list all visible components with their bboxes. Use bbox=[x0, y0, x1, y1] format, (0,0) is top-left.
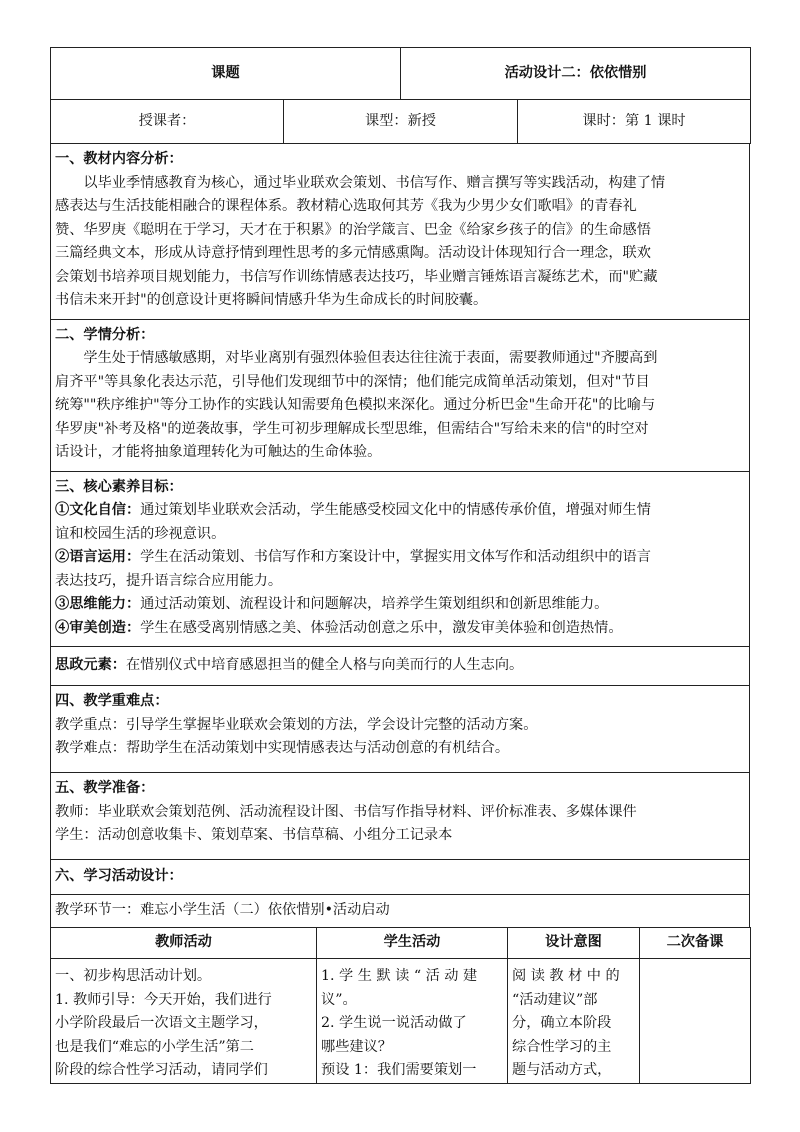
goal-item bbox=[55, 546, 745, 570]
design-intent-line: “活动建议”部 bbox=[512, 991, 598, 1008]
students-line: 肩齐平"等具象化表达示范，引导他们发现细节中的深情；他们能完成简单活动策划，但对"节目 bbox=[55, 373, 650, 390]
topic-value: 活动设计二：依依惜别 bbox=[401, 48, 751, 100]
preparation-teacher: 教师：毕业联欢会策划范例、活动流程设计图、书信写作指导材料、评价标准表、多媒体课件 bbox=[55, 803, 637, 820]
col-student-activity: 学生活动 bbox=[317, 928, 508, 959]
lesson-duration: 课时：第 1 课时 bbox=[518, 100, 751, 144]
meta-table bbox=[50, 99, 751, 144]
goal-text: 表达技巧，提升语言综合应用能力。 bbox=[55, 572, 283, 589]
goals-title: 三、核心素养目标： bbox=[55, 478, 183, 495]
goal-label: ④审美创造： bbox=[55, 619, 141, 636]
goal-text: 学生在感受离别情感之美、体验活动创意之乐中，激发审美体验和创造热情。 bbox=[140, 619, 623, 636]
design-intent-line: 题与活动方式， bbox=[512, 1062, 612, 1078]
ideology-section bbox=[51, 647, 750, 686]
teacher-activity-line: 阶段的综合性学习活动，请同学们 bbox=[55, 1062, 268, 1078]
analysis-line: 以毕业季情感教育为核心，通过毕业联欢会策划、书信写作、赠言撰写等实践活动，构建了情 bbox=[83, 174, 666, 191]
activity-table bbox=[50, 927, 751, 1084]
design-intent-line: 阅 读 教 材 中 的 bbox=[512, 968, 620, 984]
analysis-line: 三篇经典文本，形成从诗意抒情到理性思考的多元情感熏陶。活动设计体现知行合一理念，联欢 bbox=[55, 245, 651, 261]
student-activity-line: 1. 学 生 默 读 “ 活 动 建 bbox=[321, 968, 478, 984]
lesson-type: 课型：新授 bbox=[284, 100, 518, 144]
activity-title: 六、学习活动设计： bbox=[55, 868, 183, 885]
teacher-activity-line: 也是我们“难忘的小学生活”第二 bbox=[55, 1038, 254, 1055]
analysis-line: 赞、华罗庚《聪明在于学习，天才在于积累》的治学箴言、巴金《给家乡孩子的信》的生命感悟 bbox=[55, 221, 651, 238]
students-line: 话设计，才能将抽象道理转化为可触达的生命体验。 bbox=[55, 444, 382, 460]
goal-label: ①文化自信： bbox=[55, 502, 141, 518]
design-intent-line: 综合性学习的主 bbox=[512, 1038, 612, 1055]
key-difficulty: 教学难点：帮助学生在活动策划中实现情感表达与活动创意的有机结合。 bbox=[55, 740, 510, 756]
goal-text: 谊和校园生活的珍视意识。 bbox=[55, 525, 226, 542]
analysis-line: 会策划书培养项目规划能力，书信写作训练情感表达技巧，毕业赠言锤炼语言凝练艺术，而"贮藏 bbox=[55, 268, 658, 285]
student-activity-line: 议”。 bbox=[321, 991, 357, 1008]
goal-item bbox=[55, 593, 745, 617]
col-design-intent: 设计意图 bbox=[508, 928, 640, 959]
goal-text: 通过策划毕业联欢会活动，学生能感受校园文化中的情感传承价值，增强对师生情 bbox=[140, 502, 651, 518]
activity-step-row bbox=[51, 895, 750, 928]
goal-text: 学生在活动策划、书信写作和方案设计中，掌握实用文体写作和活动组织中的语言 bbox=[140, 549, 651, 565]
activity-step: 教学环节一：难忘小学生活（二）依依惜别•活动启动 bbox=[55, 902, 390, 919]
students-section bbox=[51, 319, 750, 471]
student-activity-line: 预设 1：我们需要策划一 bbox=[321, 1062, 477, 1078]
students-line: 统筹""秩序维护"等分工协作的实践认知需要角色模拟来深化。通过分析巴金"生命开花"的比喻与 bbox=[55, 397, 656, 413]
col-second-prep: 二次备课 bbox=[640, 928, 751, 959]
key-points-section bbox=[51, 686, 750, 773]
preparation-section bbox=[51, 773, 750, 860]
key-focus: 教学重点：引导学生掌握毕业联欢会策划的方法，学会设计完整的活动方案。 bbox=[55, 716, 538, 733]
teacher-activity-line: 小学阶段最后一次语文主题学习， bbox=[55, 1015, 268, 1031]
teacher-label: 授课者： bbox=[51, 100, 284, 144]
teacher-activity-cell bbox=[51, 959, 317, 1084]
goal-label: ③思维能力： bbox=[55, 596, 141, 612]
students-line: 华罗庚"补考及格"的逆袭故事，学生可初步理解成长型思维，但需结合"写给未来的信"的时空对 bbox=[55, 420, 649, 437]
analysis-title: 一、教材内容分析： bbox=[55, 151, 183, 167]
col-teacher-activity: 教师活动 bbox=[51, 928, 317, 959]
teacher-activity-line: 一、初步构思活动计划。 bbox=[55, 968, 212, 984]
lesson-plan-document bbox=[50, 47, 750, 1084]
ideology-label: 思政元素： bbox=[55, 657, 126, 674]
second-prep-cell bbox=[640, 959, 751, 1084]
goal-label: ②语言运用： bbox=[55, 549, 141, 565]
activity-title-row bbox=[51, 860, 750, 895]
student-activity-cell bbox=[317, 959, 508, 1084]
design-intent-cell bbox=[508, 959, 640, 1084]
key-points-title: 四、教学重难点： bbox=[55, 693, 169, 709]
goal-item bbox=[55, 499, 745, 523]
students-title: 二、学情分析： bbox=[55, 326, 155, 343]
teacher-activity-line: 1. 教师引导：今天开始，我们进行 bbox=[55, 991, 272, 1008]
ideology-text: 在惜别仪式中培育感恩担当的健全人格与向美而行的人生志向。 bbox=[125, 657, 524, 674]
student-activity-line: 哪些建议？ bbox=[321, 1038, 392, 1055]
preparation-student: 学生：活动创意收集卡、策划草案、书信草稿、小组分工记录本 bbox=[55, 827, 453, 843]
goals-section bbox=[51, 471, 750, 647]
students-line: 学生处于情感敏感期，对毕业离别有强烈体验但表达往往流于表面，需要教师通过"齐腰高到 bbox=[83, 350, 658, 366]
analysis-section bbox=[51, 144, 750, 320]
goal-item bbox=[55, 617, 745, 641]
analysis-line: 感表达与生活技能相融合的课程体系。教材精心选取何其芳《我为少男少女们歌唱》的青春礼 bbox=[55, 198, 637, 214]
design-intent-line: 分，确立本阶段 bbox=[512, 1015, 612, 1031]
goal-text: 通过活动策划、流程设计和问题解决，培养学生策划组织和创新思维能力。 bbox=[140, 596, 609, 612]
analysis-line: 书信未来开封"的创意设计更将瞬间情感升华为生命成长的时间胶囊。 bbox=[55, 292, 488, 308]
student-activity-line: 2. 学生说一说活动做了 bbox=[321, 1015, 467, 1031]
header-table bbox=[50, 47, 751, 100]
preparation-title: 五、教学准备： bbox=[55, 780, 155, 796]
sections-table bbox=[50, 143, 750, 928]
topic-label: 课题 bbox=[51, 48, 401, 100]
